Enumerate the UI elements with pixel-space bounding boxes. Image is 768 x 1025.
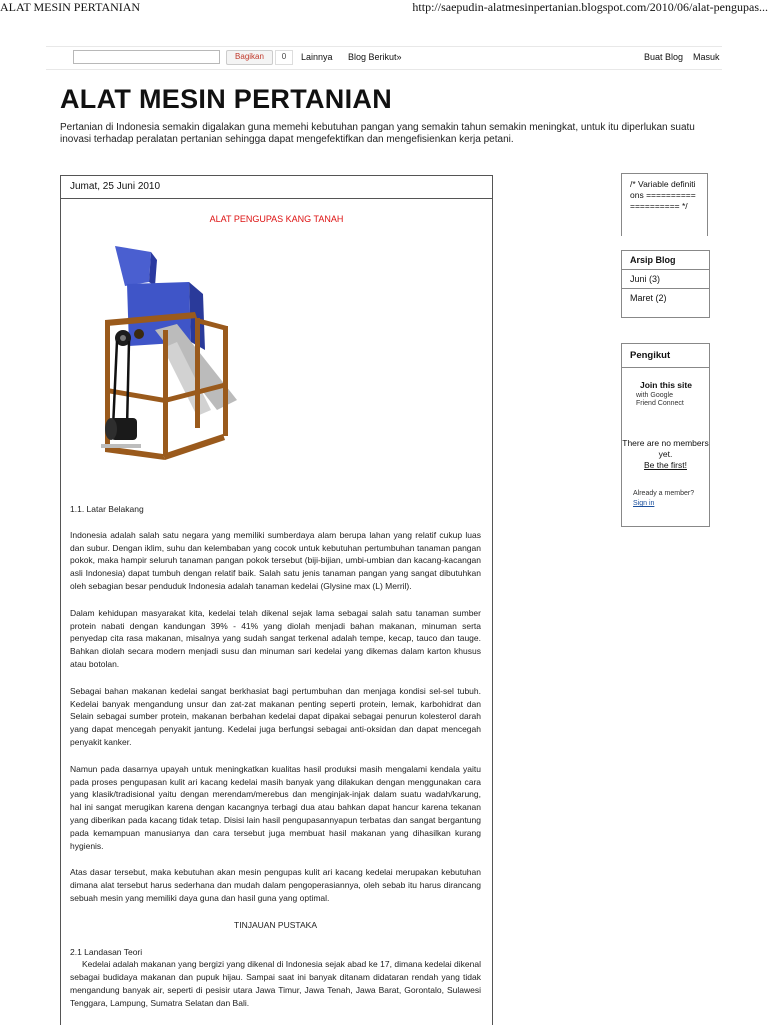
follower-sign-in-link[interactable]: Sign in xyxy=(633,500,655,507)
post-body xyxy=(70,503,481,1024)
post-container xyxy=(60,175,493,1025)
join-site-button[interactable]: Join this site xyxy=(640,380,692,390)
archive-title: Arsip Blog xyxy=(622,251,709,270)
print-header xyxy=(0,0,768,16)
print-title: ALAT MESIN PERTANIAN xyxy=(0,0,141,14)
post-paragraph: Namun pada dasarnya upayah untuk meningkatkan kualitas hasil produksi masih mengalami kendala yaitu pada proses pengupasan kulit ari kacang kedelai masih banyak yang dilakukan dengan menggunakan cara yang klasik/tradisional yaitu dengan merendam/merebus dan menginjak-injak dalam suatu wadah/karung, hal ini sangat merugikan karena dengan kacangnya terbagi dua atau bahkan dapat hancur karena tekanan yang diberikan pada kacang tidak tetap. Disisi lain hasil pengupasannyapun terbatas dan sangat bergantung pada kemampuan manusianya dan cara tersebut juga membuat hasil makanan yang dihasilkan kurang hygienis. xyxy=(70,763,481,851)
followers-title: Pengikut xyxy=(622,344,709,368)
no-members-text: There are no members yet. Be the first! xyxy=(622,438,709,470)
blog-archive-widget xyxy=(621,250,710,318)
print-url: http://saepudin-alatmesinpertanian.blogspot.com/2010/06/alat-pengupas... xyxy=(412,0,768,14)
machine-hopper xyxy=(115,246,151,286)
post-title[interactable]: ALAT PENGUPAS KANG TANAH xyxy=(209,214,344,224)
more-link[interactable]: Lainnya xyxy=(301,52,333,62)
share-button[interactable]: Bagikan xyxy=(226,50,273,65)
post-paragraph: Sebagai bahan makanan kedelai sangat berkhasiat bagi pertumbuhan dan menjaga kondisi sel-sel tubuh. Kedelai banyak mengandung unsur dan zat-zat makanan penting seperti protein, lemak, karbohidrat dan Selain sebagai sumber protein, makanan berbahan kedelai dapat dipakai sebagai penurun kolesterol darah yang dapat mencegah penyakit jantung. Kedelai juga berfungsi sebagai anti-oksidan dan dapat mencegah penyakit kanker. xyxy=(70,685,481,747)
post-date: Jumat, 25 Juni 2010 xyxy=(61,176,492,199)
create-blog-link[interactable]: Buat Blog xyxy=(644,52,684,62)
post-paragraph: Indonesia adalah salah satu negara yang memiliki sumberdaya alam berupa lahan yang relatif cukup luas dan subur. Dengan iklim, suhu dan kelembaban yang cocok untuk kebutuhan pertumbuhan tanaman pangan pokok, maka hampir seluruh tanaman pangan pokok tersebut (biji-bijian, umbi-umbian dan kacang-kacangan asli Indonesia) dapat tumbuh dengan relatif baik. Salah satu jenis tanaman pangan yang sangat dibutuhkan oleh sebagian besar penduduk Indonesia adalah tanaman kedelai (Glysine max (L) Merril). xyxy=(70,529,481,591)
post-paragraph: Atas dasar tersebut, maka kebutuhan akan mesin pengupas kulit ari kacang kedelai merupakan kebutuhan dimana alat tersebut harus sederhana dan mudah dalam pengoperasiannya, oleh sebab itu harus dirancang sebuah mesin yang memiliki daya guna dan hasil guna yang optimal. xyxy=(70,867,481,903)
sign-in-link[interactable]: Masuk xyxy=(693,52,720,62)
peeler-machine-image xyxy=(93,238,253,478)
share-count: 0 xyxy=(275,50,293,65)
friend-connect-label: with Google Friend Connect xyxy=(636,392,684,407)
section-heading-landasan-teori: 2.1 Landasan Teori xyxy=(70,946,143,957)
section-heading-latar-belakang: 1.1. Latar Belakang xyxy=(70,504,144,514)
post-paragraph: Dalam kehidupan masyarakat kita, kedelai telah dikenal sejak lama sebagai salah satu tanaman sumber protein nabati dengan kandungan 39% - 41% yang diolah menjadi bahan makanan, minuman serta penyedap cita rasa makanan, misalnya yang sudah sangat terkenal adalah tempe, kecap, tauco dan tauge. Bahkan diolah secara modern menjadi susu dan minuman sari kedelai yang dikemas dalam karton khusus atau botolan. xyxy=(70,607,481,669)
archive-item-juni[interactable]: Juni (3) xyxy=(622,270,709,289)
next-blog-link[interactable]: Blog Berikut» xyxy=(348,52,402,62)
already-member-text: Already a member? Sign in xyxy=(633,490,695,507)
post-paragraph: Kedelai adalah makanan yang bergizi yang dikenal di Indonesia sejak abad ke 17, dimana kedelai dikenal sebagai budidaya makanan dan pupuk hijau. Sampai saat ini banyak ditanam didataran rendah yang tidak mengandung banyak air, seperti di pesisir utara Jawa Timur, Jawa Tenah, Jawa Barat, Gorontalo, Sulawesi Tenggara, Lampung, Sumatra Selatan dan Bali. xyxy=(70,959,481,1008)
search-input[interactable] xyxy=(73,50,220,64)
css-variables-widget: /* Variable definitions ==================== */ xyxy=(621,173,708,236)
section-heading-tinjauan-pustaka: TINJAUAN PUSTAKA xyxy=(234,919,317,930)
blogger-navbar xyxy=(46,46,722,70)
followers-widget xyxy=(621,343,710,527)
be-first-link[interactable]: Be the first! xyxy=(644,460,687,470)
blog-title[interactable]: ALAT MESIN PERTANIAN xyxy=(60,84,392,114)
blog-description: Pertanian di Indonesia semakin digalakan guna memehi kebutuhan pangan yang semakin tahun semakin meningkat, untuk itu diperlukan suatu inovasi terhadap peralatan pertanian sehingga dapat mengefektifkan dan mengefisienkan kerja petani. xyxy=(60,122,695,145)
archive-item-maret[interactable]: Maret (2) xyxy=(630,293,667,303)
